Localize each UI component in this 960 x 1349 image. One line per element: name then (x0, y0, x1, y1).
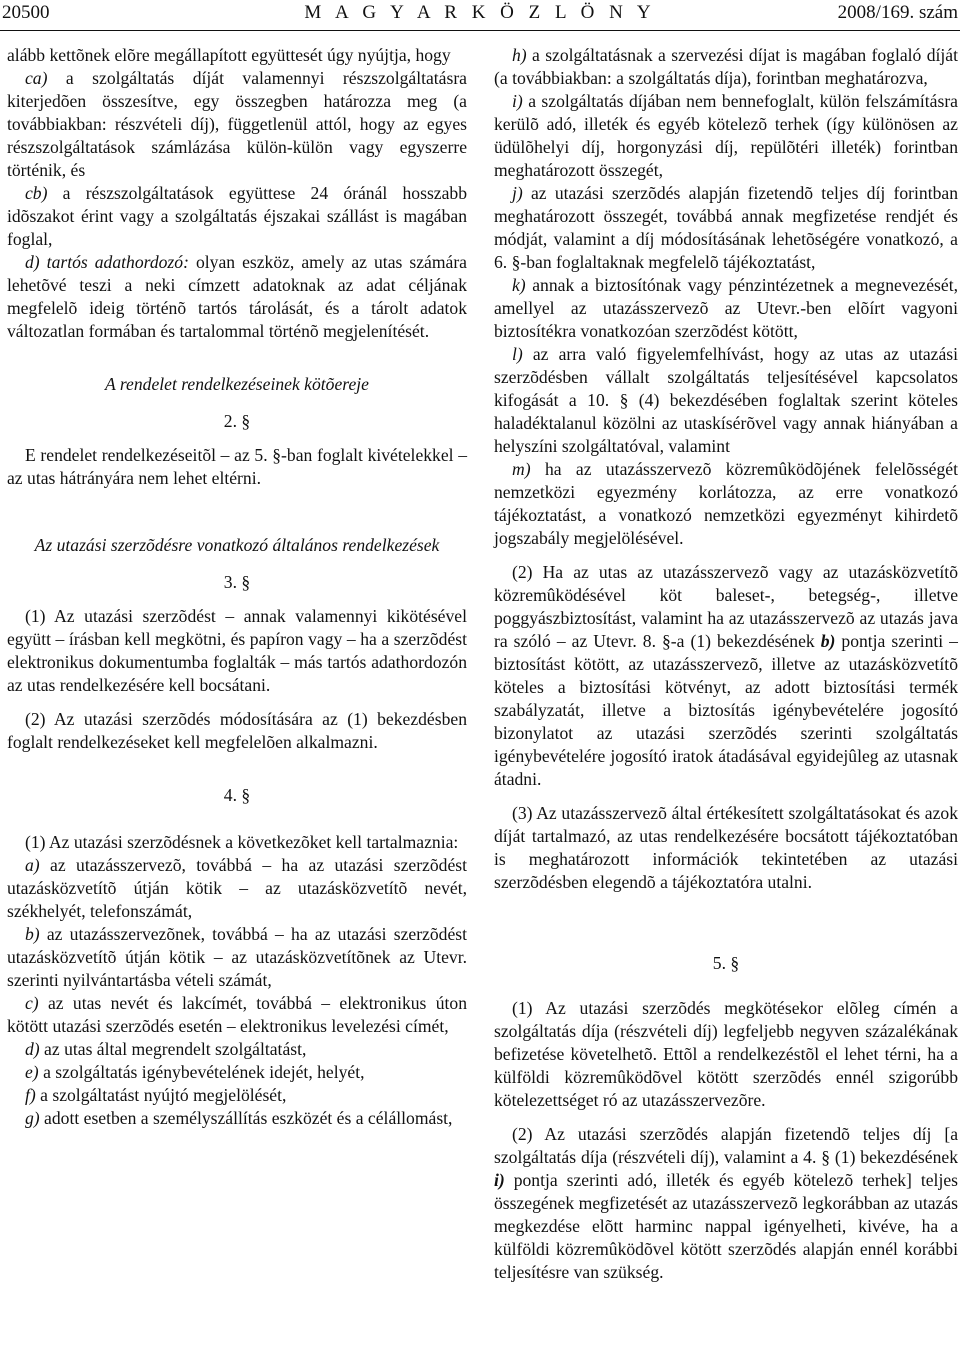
paragraph: (2) Az utazási szerzõdés módosítására az (1) bekezdésben foglalt rendelkezéseket kell megfelelõen alkalmazni. (7, 709, 467, 752)
item-label: l) (512, 344, 523, 364)
list-item-m: m) ha az utazásszervezõ közremûködõjének felelõsségét nemzetközi egyezmény korlátozza, az erre vonatkozó tájékoztatást, a vonatkozó nemzetközi egyezményt kihirdetõ jogszabály megjelölésével. (494, 459, 958, 548)
item-label: h) (512, 45, 527, 65)
publication-title: M A G Y A R K Ö Z L Ö N Y (304, 2, 656, 23)
list-item-e: e) a szolgáltatás igénybevételének idejét, helyét, (25, 1062, 365, 1082)
item-label: b) (25, 924, 40, 944)
paragraph: alább kettõnek elõre megállapított együttesét úgy nyújtja, hogy (7, 45, 451, 65)
page-header (0, 0, 960, 31)
item-label: b) (820, 631, 836, 651)
list-item-ca: ca) a szolgáltatás díját valamennyi részszolgáltatásra kiterjedõen összesítve, egy összegben határozza meg (a továbbiakban: részvételi díj), függetlenül attól, hogy az egyes részszolgáltatások számlázása külön-külön vagy egyszerre történik, és (7, 68, 467, 180)
item-label: j) (512, 183, 523, 203)
paragraph: (2) Ha az utas az utazásszervezõ vagy az utazásközvetítõ közremûködésével köt baleset-, betegség-, illetve poggyászbiztosítást, valamint ha az utazásszervezõ az utazás java ra szóló – az Utevr. 8. §-a (1) bekezdésének b) pontja szerinti – biztosítást kötött, az utazásszervezõ, illetve az utazásközvetítõ köteles a biztosítási kötvényt, az adott biztosítási termék szabályzatát, illetve a biztosítás igénybevételére jogosító bizonylatot az utazási szerzõdés szerinti szolgáltatás igénybevételére jogosító iratok átadásával egyidejûleg az utasnak átadni. (494, 562, 958, 789)
paragraph: E rendelet rendelkezéseitõl – az 5. §-ban foglalt kivételekkel – az utas hátrányára nem lehet eltérni. (7, 445, 467, 488)
left-column (7, 44, 467, 1130)
list-item-k: k) annak a biztosítónak vagy pénzintézetnek a megnevezését, amellyel az utazásszervezõ az Utevr.-ben elõírt vagyoni biztosítékra vonatkozóan szerzõdést kötött, (494, 275, 958, 341)
list-item-f: f) a szolgáltatást nyújtó megjelölését, (25, 1085, 287, 1105)
issue-number: 2008/169. szám (837, 2, 958, 23)
list-item-b: b) az utazásszervezõnek, továbbá – ha az utazási szerzõdést utazásközvetítõ útján kötik – az utazásközvetítõnek az Utevr. szerinti nyilvántartásba vételi számát, (7, 924, 467, 990)
item-label: k) (512, 275, 526, 295)
list-item-cb: cb) a részszolgáltatások együttese 24 óránál hosszabb idõszakot érint vagy a szolgáltatás éjszakai szállást is magában foglal, (7, 183, 467, 249)
page-number: 20500 (2, 2, 50, 23)
paragraph: (3) Az utazásszervezõ által értékesített szolgáltatásokat és azok díját tartalmazó, az utas rendelkezésére bocsátott tájékoztatóban is meghatározott információk tekintetében az utazási szerzõdésben elegendõ a tájékoztatóra utalni. (494, 803, 958, 892)
list-item-a: a) az utazásszervezõ, továbbá – ha az utazási szerzõdést utazásközvetítõ útján kötik – az utazásközvetítõ nevét, székhelyét, telefonszámát, (7, 855, 467, 921)
item-label: c) (25, 993, 39, 1013)
section-heading: Az utazási szerzõdésre vonatkozó általános rendelkezések (34, 535, 440, 555)
section-number: 4. § (223, 785, 251, 805)
list-item-c: c) az utas nevét és lakcímét, továbbá – elektronikus úton kötött utazási szerzõdés esetén – elektronikus levelezési címét, (7, 993, 467, 1036)
paragraph: (1) Az utazási szerzõdést – annak valamennyi kikötésével együtt – írásban kell megkötni, és papíron vagy – ha a szerzõdést elektronikus dokumentumba foglalták – más tartós adathordozón az utas rendelkezésére kell bocsátani. (7, 606, 467, 695)
paragraph: (1) Az utazási szerzõdésnek a következõket kell tartalmaznia: (25, 832, 459, 852)
paragraph: (1) Az utazási szerzõdés megkötésekor elõleg címén a szolgáltatás díja (részvételi díj) legfeljebb negyven százalékának befizetése követelhetõ. Ettõl a rendelkezéstõl el lehet térni, ha a külföldi közremûködõvel kötött szerzõdés ennél szigorúbb kötelezettséget ró az utazásszervezõre. (494, 998, 958, 1110)
item-label: m) (512, 459, 531, 479)
item-label: a) (25, 855, 40, 875)
item-label: i) (494, 1170, 505, 1190)
item-label: d) tartós adathordozó: (25, 252, 189, 272)
paragraph: (2) Az utazási szerzõdés alapján fizetendõ teljes díj [a szolgáltatás díja (részvételi díj), valamint a 4. § (1) bekezdésének i) pontja szerinti adó, illeték és egyéb kötelezõ terhek] teljes összegének megfizetését az utazásszervezõ legkorábban az utazás megkezdése elõtt harminc nappal igényelheti, kivéve, ha a külföldi közremûködõvel kötött szerzõdés alapján ennél korábbi teljesítésre van szükség. (494, 1124, 958, 1282)
list-item-j: j) az utazási szerzõdés alapján fizetendõ teljes díj forintban meghatározott összegét, továbbá annak megfizetése rendjét és módját, valamint a díj módosításának lehetõségére vonatkozó, a 6. §-ban foglaltaknak megfelelõ tájékoztatást, (494, 183, 958, 272)
item-label: d) (25, 1039, 40, 1059)
section-number: 3. § (223, 572, 251, 592)
item-label: i) (512, 91, 523, 111)
definition-d: d) tartós adathordozó: olyan eszköz, amely az utas számára lehetõvé teszi a neki címzett adatoknak az adat céljának megfelelõ ideig történõ tartós tárolását, és a tárolt adatok változatlan formában és tartalommal történõ megjelenítését. (7, 252, 467, 341)
section-number: 2. § (223, 411, 251, 431)
item-label: g) (25, 1108, 40, 1128)
list-item-l: l) az arra való figyelemfelhívást, hogy az utas az utazási szerzõdésben vállalt szolgáltatás teljesítésével kapcsolatos kifogását a 10. § (4) bekezdésében foglaltak szerint köteles haladéktalanul közölni az utaskísérõvel vagy annak hiányában a helyszíni szolgáltatóval, valamint (494, 344, 958, 456)
section-number: 5. § (712, 953, 740, 973)
section-heading: A rendelet rendelkezéseinek kötõereje (105, 374, 369, 394)
list-item-d: d) az utas által megrendelt szolgáltatást, (25, 1039, 307, 1059)
item-label: f) (25, 1085, 36, 1105)
item-label: ca) (25, 68, 48, 88)
list-item-i: i) a szolgáltatás díjában nem bennefoglalt, külön felszámításra kerülõ adó, illeték és egyéb kötelezõ terhek (így különösen az üdülõhelyi díj, horgonyzási díj, repülõtéri illeték) forintban meghatározott összegét, (494, 91, 958, 180)
list-item-h: h) a szolgáltatásnak a szervezési díjat is magában foglaló díját (a továbbiakban: a szolgáltatás díja), forintban meghatározva, (494, 45, 958, 88)
item-label: e) (25, 1062, 39, 1082)
right-column (494, 44, 958, 1284)
item-label: cb) (25, 183, 48, 203)
list-item-g: g) adott esetben a személyszállítás eszközét és a célállomást, (25, 1108, 453, 1128)
